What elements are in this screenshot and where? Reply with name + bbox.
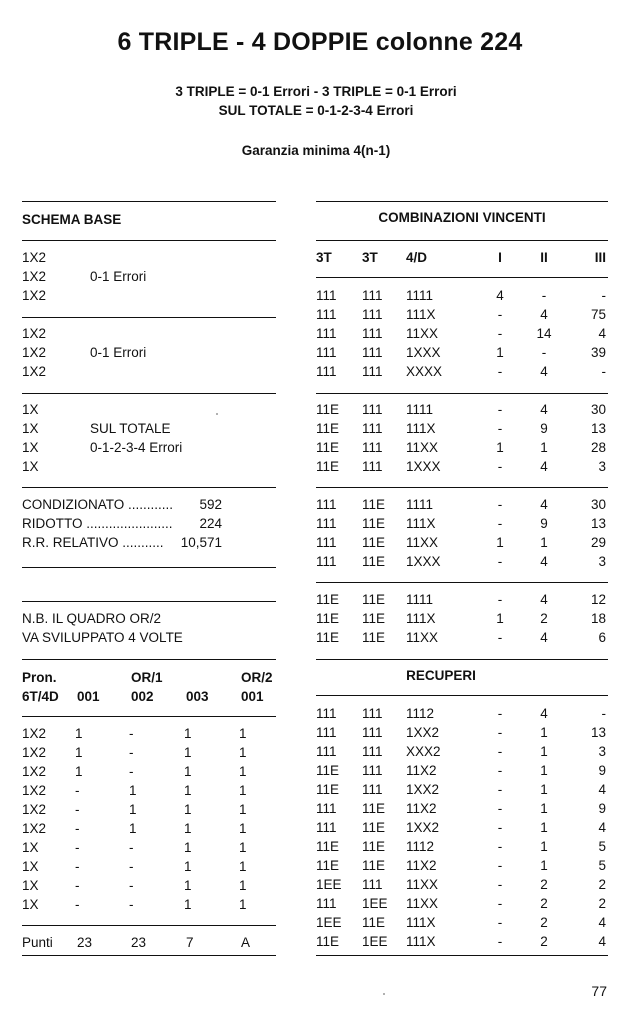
recupero-cell: - — [497, 915, 503, 930]
pron-cell: 1 — [75, 745, 83, 760]
pron-cell: 1 — [239, 878, 247, 893]
pron-cell: 1 — [184, 840, 192, 855]
combination-cell: - — [497, 459, 503, 474]
recupero-cell: 111 — [362, 782, 383, 797]
pron-bottom-rule — [22, 955, 276, 956]
note-rule — [22, 601, 276, 602]
recupero-cell: 11E — [362, 915, 386, 930]
pron-cell: 1X2 — [22, 783, 47, 798]
combination-group-rule — [316, 659, 608, 660]
recupero-cell: 1XX2 — [406, 782, 440, 797]
pron-cell: 1 — [239, 840, 247, 855]
recupero-cell: 4 — [598, 934, 606, 949]
pron-cell: - — [129, 764, 134, 779]
schema-note: 0-1 Errori — [90, 269, 147, 284]
pron-header: 003 — [186, 689, 209, 704]
punti-cell: A — [241, 935, 251, 950]
pron-cell: 1 — [129, 821, 137, 836]
recupero-cell: - — [497, 801, 503, 816]
recupero-cell: 11E — [362, 801, 386, 816]
schema-base-heading: SCHEMA BASE — [22, 212, 122, 227]
recupero-cell: - — [497, 782, 503, 797]
recuperi-heading: RECUPERI — [406, 668, 476, 683]
pron-cell: 1X2 — [22, 821, 47, 836]
combination-cell: 11XX — [406, 630, 439, 645]
recupero-cell: 2 — [540, 896, 548, 911]
schema-group-rule — [22, 487, 276, 488]
punti-rule — [22, 925, 276, 926]
combination-cell: 111 — [316, 307, 337, 322]
combination-cell: - — [497, 307, 503, 322]
combination-cell: 4 — [496, 288, 504, 303]
pron-cell: 1 — [184, 726, 192, 741]
combination-cell: 111 — [316, 497, 337, 512]
pron-cell: - — [75, 859, 80, 874]
combination-cell: 1 — [496, 535, 504, 550]
recupero-cell: 1 — [540, 725, 548, 740]
pron-cell: 1 — [239, 859, 247, 874]
page-title: 6 TRIPLE - 4 DOPPIE colonne 224 — [117, 28, 523, 56]
combination-cell: 1XXX — [406, 554, 441, 569]
recupero-cell: 11E — [362, 839, 386, 854]
combination-cell: 11E — [316, 592, 340, 607]
combination-cell: 4 — [540, 592, 548, 607]
combination-cell: 111 — [362, 459, 383, 474]
note-line: VA SVILUPPATO 4 VOLTE — [22, 630, 183, 645]
combination-group-rule — [316, 582, 608, 583]
punti-cell: 23 — [131, 935, 147, 950]
combination-cell: 1 — [540, 535, 548, 550]
combination-cell: 11E — [362, 516, 386, 531]
combination-cell: 30 — [590, 497, 606, 512]
recupero-cell: XXX2 — [406, 744, 441, 759]
pron-header-rule — [22, 716, 276, 717]
combination-cell: 11E — [362, 592, 386, 607]
pron-cell: - — [75, 878, 80, 893]
combination-cell: - — [541, 345, 547, 360]
schema-sign: 1X2 — [22, 326, 47, 341]
stats-rule — [22, 567, 276, 568]
combination-cell: 111 — [362, 421, 383, 436]
recuperi-bottom-rule — [316, 955, 608, 956]
pron-cell: 1 — [184, 897, 192, 912]
pron-cell: - — [75, 840, 80, 855]
recupero-cell: 9 — [598, 801, 606, 816]
combination-cell: 4 — [540, 497, 548, 512]
combination-cell: 4 — [540, 554, 548, 569]
recuperi-heading-rule — [316, 695, 608, 696]
combination-cell: - — [601, 288, 606, 303]
recupero-cell: 2 — [540, 915, 548, 930]
recupero-cell: 3 — [598, 744, 606, 759]
schema-sign: 1X — [22, 440, 39, 455]
combinazioni-column-header: I — [498, 250, 502, 265]
recupero-cell: 1 — [540, 858, 548, 873]
stat-value: 224 — [199, 516, 222, 531]
recupero-cell: 1EE — [362, 896, 388, 911]
combination-cell: 111 — [316, 364, 337, 379]
recupero-cell: 4 — [540, 706, 548, 721]
schema-sign: 1X2 — [22, 364, 47, 379]
combination-cell: 14 — [536, 326, 552, 341]
combination-cell: 4 — [540, 402, 548, 417]
pron-cell: 1 — [239, 764, 247, 779]
pron-cell: 1X2 — [22, 764, 47, 779]
pron-top-rule — [22, 659, 276, 660]
schema-sign: 1X2 — [22, 269, 47, 284]
combination-cell: 13 — [590, 421, 606, 436]
schema-sign: 1X2 — [22, 288, 47, 303]
combination-cell: 111 — [362, 307, 383, 322]
pron-cell: 1X — [22, 897, 39, 912]
stat-label: CONDIZIONATO ............ — [22, 497, 174, 512]
schema-sign: 1X — [22, 421, 39, 436]
combination-cell: 1 — [496, 345, 504, 360]
combinazioni-top-rule — [316, 201, 608, 202]
combination-cell: 1XXX — [406, 459, 441, 474]
combination-cell: 30 — [590, 402, 606, 417]
combination-cell: 11E — [316, 611, 340, 626]
pron-cell: - — [129, 878, 134, 893]
combination-cell: 111 — [316, 516, 337, 531]
recupero-cell: - — [497, 896, 503, 911]
pron-cell: 1 — [184, 745, 192, 760]
recupero-cell: 1 — [540, 839, 548, 854]
combination-cell: 1111 — [406, 402, 434, 417]
pron-header: 002 — [131, 689, 154, 704]
combinazioni-column-header: 3T — [316, 250, 332, 265]
combination-cell: 111 — [362, 326, 383, 341]
combination-cell: 1XXX — [406, 345, 441, 360]
combination-cell: 1 — [496, 440, 504, 455]
pron-header: 001 — [241, 689, 264, 704]
pron-cell: 1 — [239, 726, 247, 741]
combination-cell: - — [497, 554, 503, 569]
recupero-cell: 111 — [362, 725, 383, 740]
combination-cell: 1111 — [406, 497, 434, 512]
recupero-cell: 1 — [540, 763, 548, 778]
stat-value: 592 — [199, 497, 222, 512]
combination-cell: 11E — [362, 630, 386, 645]
combination-cell: 1 — [540, 440, 548, 455]
combination-cell: 111 — [362, 440, 383, 455]
recupero-cell: 11XX — [406, 896, 439, 911]
schema-group-rule — [22, 393, 276, 394]
combination-cell: 2 — [540, 611, 548, 626]
combination-cell: 11E — [316, 402, 340, 417]
recupero-cell: 13 — [590, 725, 606, 740]
schema-note: 0-1 Errori — [90, 345, 147, 360]
punti-cell: 7 — [186, 935, 194, 950]
punti-cell: 23 — [77, 935, 93, 950]
recupero-cell: 111 — [362, 763, 383, 778]
recupero-cell: 111 — [316, 896, 337, 911]
combination-cell: 111X — [406, 611, 436, 626]
recupero-cell: 1112 — [406, 706, 435, 721]
combination-cell: XXXX — [406, 364, 443, 379]
recupero-cell: 1EE — [362, 934, 388, 949]
pron-cell: 1 — [129, 802, 137, 817]
recupero-cell: 1XX2 — [406, 725, 440, 740]
guarantee-text: Garanzia minima 4(n-1) — [241, 143, 391, 158]
pron-cell: - — [75, 783, 80, 798]
combinazioni-column-header: II — [540, 250, 548, 265]
pron-cell: 1 — [129, 783, 137, 798]
combination-cell: 4 — [540, 630, 548, 645]
recupero-cell: - — [497, 934, 503, 949]
pron-cell: 1 — [184, 783, 192, 798]
recupero-cell: 11E — [362, 820, 386, 835]
combination-cell: 3 — [598, 554, 606, 569]
pron-cell: - — [129, 840, 134, 855]
combination-cell: 111 — [362, 402, 383, 417]
pron-cell: 1 — [184, 821, 192, 836]
pron-cell: - — [129, 726, 134, 741]
pron-header: OR/2 — [241, 670, 273, 685]
combination-cell: 3 — [598, 459, 606, 474]
recupero-cell: - — [497, 839, 503, 854]
recupero-cell: 11E — [316, 782, 340, 797]
combination-cell: 18 — [590, 611, 606, 626]
combination-cell: 75 — [590, 307, 606, 322]
recupero-cell: 2 — [540, 934, 548, 949]
combination-cell: 111X — [406, 307, 436, 322]
pron-cell: - — [129, 745, 134, 760]
recupero-cell: 111 — [316, 706, 337, 721]
recupero-cell: 11X2 — [406, 858, 437, 873]
recupero-cell: 1XX2 — [406, 820, 440, 835]
schema-sign: 1X2 — [22, 345, 47, 360]
recupero-cell: 11E — [316, 763, 340, 778]
combination-group-rule — [316, 487, 608, 488]
recupero-cell: 111 — [316, 820, 337, 835]
combination-cell: - — [497, 421, 503, 436]
combination-cell: - — [541, 288, 547, 303]
recupero-cell: 11E — [316, 839, 340, 854]
combination-cell: 11E — [316, 440, 340, 455]
combination-cell: 111 — [362, 364, 383, 379]
combination-cell: 1 — [496, 611, 504, 626]
combination-cell: - — [497, 630, 503, 645]
pron-cell: 1 — [184, 802, 192, 817]
page-number: 77 — [591, 983, 607, 999]
pron-cell: 1 — [239, 745, 247, 760]
combination-cell: 1111 — [406, 288, 434, 303]
pron-cell: 1 — [184, 859, 192, 874]
combination-group-rule — [316, 393, 608, 394]
combination-cell: 111X — [406, 516, 436, 531]
recupero-cell: - — [497, 744, 503, 759]
combination-cell: 28 — [590, 440, 606, 455]
combination-cell: 111X — [406, 421, 436, 436]
pron-cell: 1 — [75, 764, 83, 779]
subtitle-line-2: SUL TOTALE = 0-1-2-3-4 Errori — [218, 103, 414, 118]
combination-cell: 11E — [362, 535, 386, 550]
recupero-cell: 2 — [598, 877, 606, 892]
combination-cell: 111 — [362, 345, 383, 360]
recupero-cell: - — [497, 706, 503, 721]
combinazioni-column-header: 4/D — [406, 250, 428, 265]
combination-cell: - — [497, 592, 503, 607]
schema-note: 0-1-2-3-4 Errori — [90, 440, 183, 455]
recupero-cell: 2 — [540, 877, 548, 892]
recupero-cell: 5 — [598, 839, 606, 854]
combination-cell: 9 — [540, 421, 548, 436]
combination-cell: - — [497, 516, 503, 531]
pron-header: 6T/4D — [22, 689, 59, 704]
stat-label: R.R. RELATIVO ........... — [22, 535, 164, 550]
pron-header: OR/1 — [131, 670, 163, 685]
pron-cell: - — [75, 821, 80, 836]
combination-cell: - — [497, 402, 503, 417]
recupero-cell: 1112 — [406, 839, 435, 854]
combination-cell: 1111 — [406, 592, 434, 607]
combination-cell: 9 — [540, 516, 548, 531]
recupero-cell: 4 — [598, 915, 606, 930]
recupero-cell: 1EE — [316, 877, 342, 892]
recupero-cell: 111 — [362, 744, 383, 759]
pron-cell: - — [129, 859, 134, 874]
combination-cell: 11XX — [406, 326, 439, 341]
pron-cell: 1 — [239, 821, 247, 836]
recupero-cell: 11E — [316, 934, 340, 949]
combination-cell: 4 — [540, 459, 548, 474]
stat-label: RIDOTTO ....................... — [22, 516, 173, 531]
combinazioni-heading: COMBINAZIONI VINCENTI — [378, 210, 546, 225]
recupero-cell: 2 — [598, 896, 606, 911]
punti-cell: Punti — [22, 935, 53, 950]
recupero-cell: 1 — [540, 820, 548, 835]
combination-cell: 29 — [590, 535, 606, 550]
combination-cell: 11XX — [406, 535, 439, 550]
pron-cell: 1 — [184, 878, 192, 893]
combination-cell: - — [497, 497, 503, 512]
pron-cell: 1 — [184, 764, 192, 779]
combination-cell: - — [497, 364, 503, 379]
recupero-cell: - — [497, 877, 503, 892]
combination-cell: 4 — [598, 326, 606, 341]
combination-cell: 12 — [590, 592, 606, 607]
combination-cell: 11E — [316, 421, 340, 436]
combination-cell: 111 — [362, 288, 383, 303]
pron-cell: 1 — [239, 802, 247, 817]
recupero-cell: - — [497, 820, 503, 835]
stat-value: 10,571 — [180, 535, 222, 550]
recupero-cell: 111 — [362, 877, 383, 892]
scan-speck — [216, 413, 218, 415]
pron-cell: 1X2 — [22, 745, 47, 760]
pron-cell: - — [129, 897, 134, 912]
recupero-cell: 111X — [406, 934, 436, 949]
schema-sign: 1X — [22, 402, 39, 417]
schema-sign: 1X — [22, 459, 39, 474]
recupero-cell: 111 — [316, 725, 337, 740]
combinazioni-heading-rule — [316, 240, 608, 241]
pron-cell: 1X2 — [22, 726, 47, 741]
combination-cell: 11XX — [406, 440, 439, 455]
subtitle-line-1: 3 TRIPLE = 0-1 Errori - 3 TRIPLE = 0-1 Errori — [175, 84, 457, 99]
combination-cell: 11E — [362, 497, 386, 512]
recupero-cell: 11E — [362, 858, 386, 873]
combination-cell: 111 — [316, 554, 337, 569]
combination-cell: 111 — [316, 326, 337, 341]
recupero-cell: 11X2 — [406, 763, 437, 778]
schema-note: SUL TOTALE — [90, 421, 171, 436]
combination-cell: 39 — [590, 345, 606, 360]
recupero-cell: 4 — [598, 820, 606, 835]
pron-cell: 1 — [239, 783, 247, 798]
recupero-cell: 9 — [598, 763, 606, 778]
recupero-cell: 1EE — [316, 915, 342, 930]
schema-sign: 1X2 — [22, 250, 47, 265]
combination-cell: 4 — [540, 364, 548, 379]
schema-group-rule — [22, 317, 276, 318]
combinazioni-column-header: 3T — [362, 250, 378, 265]
recupero-cell: 111 — [316, 744, 337, 759]
pron-header: Pron. — [22, 670, 57, 685]
recupero-cell: 5 — [598, 858, 606, 873]
pron-cell: 1 — [75, 726, 83, 741]
pron-cell: 1X2 — [22, 802, 47, 817]
recupero-cell: 111 — [316, 801, 337, 816]
recupero-cell: 11X2 — [406, 801, 437, 816]
pron-cell: - — [75, 897, 80, 912]
recupero-cell: - — [497, 763, 503, 778]
scan-speck — [383, 993, 385, 995]
combination-cell: 11E — [362, 554, 386, 569]
combination-cell: 13 — [590, 516, 606, 531]
combination-cell: - — [497, 326, 503, 341]
combinazioni-columns-rule — [316, 277, 608, 278]
recupero-cell: 4 — [598, 782, 606, 797]
recupero-cell: 1 — [540, 782, 548, 797]
recupero-cell: 11XX — [406, 877, 439, 892]
pron-cell: - — [75, 802, 80, 817]
combination-cell: 11E — [362, 611, 386, 626]
pron-cell: 1X — [22, 840, 39, 855]
pron-header: 001 — [77, 689, 100, 704]
combination-cell: 111 — [316, 535, 337, 550]
schema-top-rule — [22, 201, 276, 202]
combination-cell: - — [601, 364, 606, 379]
recupero-cell: 111X — [406, 915, 436, 930]
combination-cell: 111 — [316, 288, 337, 303]
note-line: N.B. IL QUADRO OR/2 — [22, 611, 162, 626]
combination-cell: 6 — [598, 630, 606, 645]
combinazioni-column-header: III — [594, 250, 606, 265]
pron-cell: 1 — [239, 897, 247, 912]
recupero-cell: - — [601, 706, 606, 721]
recupero-cell: - — [497, 858, 503, 873]
pron-cell: 1X — [22, 859, 39, 874]
pron-cell: 1X — [22, 878, 39, 893]
recupero-cell: 1 — [540, 801, 548, 816]
combination-cell: 11E — [316, 630, 340, 645]
schema-heading-rule — [22, 240, 276, 241]
recupero-cell: 111 — [362, 706, 383, 721]
recupero-cell: - — [497, 725, 503, 740]
recupero-cell: 1 — [540, 744, 548, 759]
combination-cell: 4 — [540, 307, 548, 322]
combination-cell: 111 — [316, 345, 337, 360]
recupero-cell: 11E — [316, 858, 340, 873]
combination-cell: 11E — [316, 459, 340, 474]
